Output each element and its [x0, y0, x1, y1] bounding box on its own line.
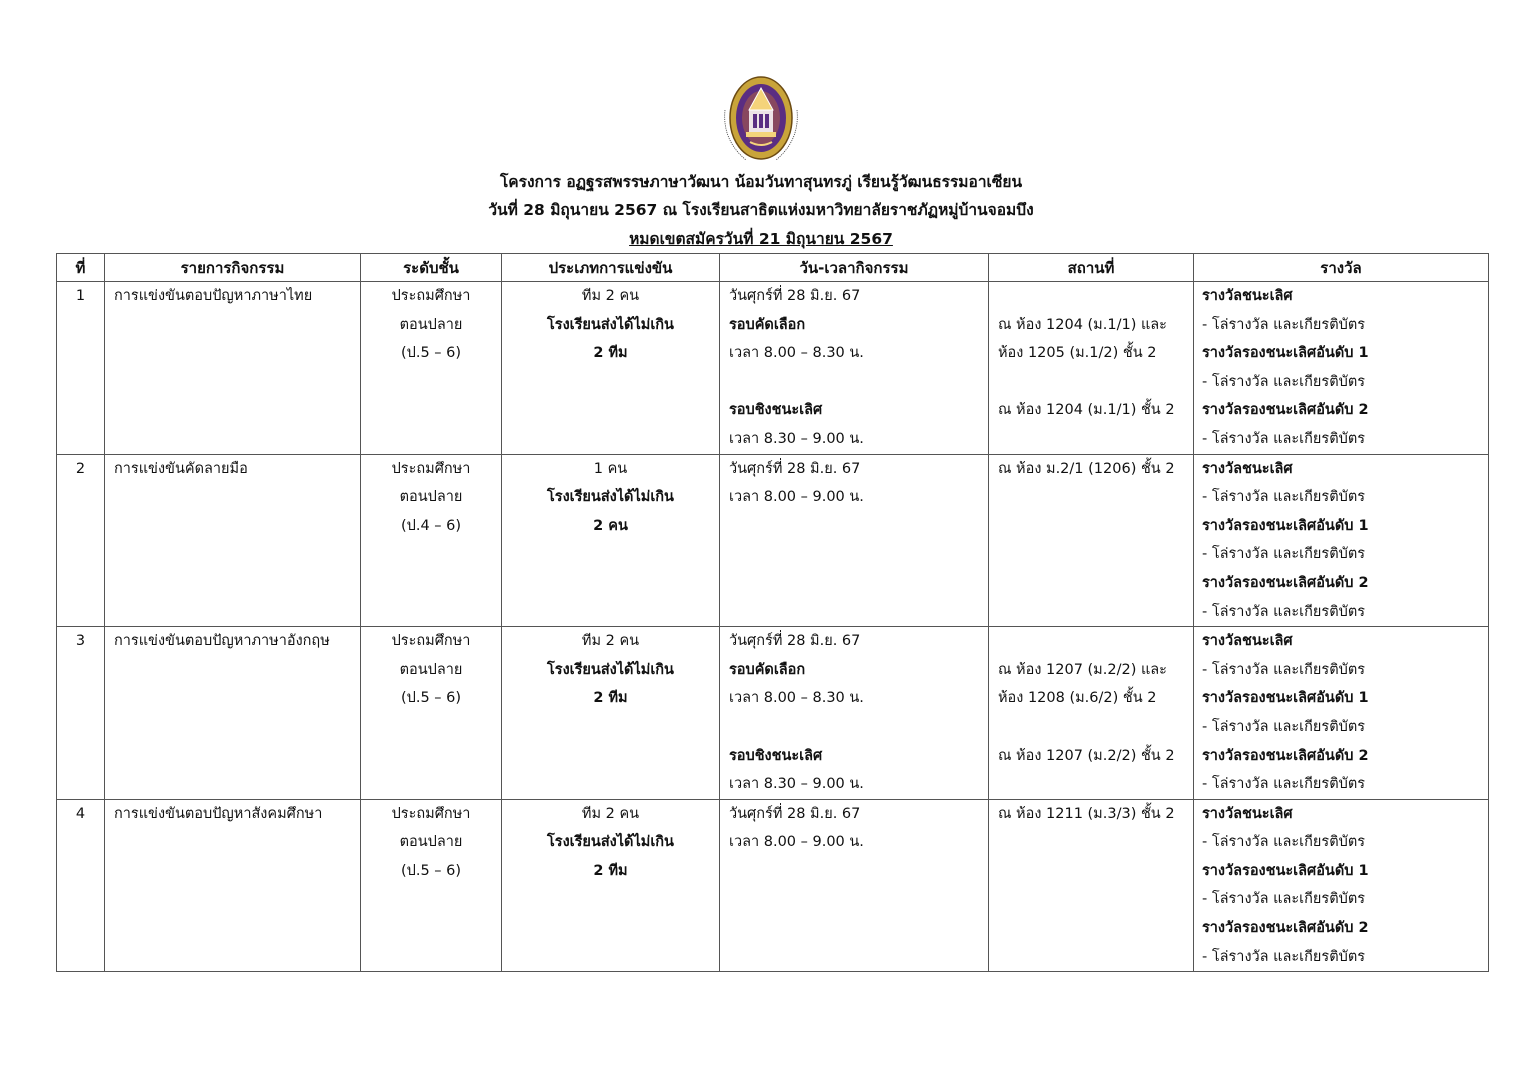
cell-no	[57, 627, 105, 800]
datetime-line	[720, 713, 988, 742]
datetime-line: วันศุกร์ที่ 28 มิ.ย. 67	[729, 805, 861, 822]
datetime-line: เวลา 8.30 – 9.00 น.	[729, 430, 864, 447]
type-line: 2 ทีม	[593, 862, 628, 879]
prize-line: - โล่รางวัล และเกียรติบัตร	[1202, 776, 1366, 793]
venue-line: ห้อง 1208 (ม.6/2) ชั้น 2	[998, 690, 1157, 707]
header-level: ระดับชั้น	[361, 254, 502, 282]
prize-line: รางวัลรองชนะเลิศอันดับ 2	[1202, 574, 1369, 591]
level-line: ตอนปลาย	[399, 316, 463, 333]
prize-line: รางวัลชนะเลิศ	[1202, 288, 1293, 304]
table-row	[57, 627, 1489, 800]
cell-datetime	[720, 799, 989, 972]
type-line: โรงเรียนส่งได้ไม่เกิน	[547, 316, 674, 333]
header-no: ที่	[57, 254, 105, 282]
cell-prize	[1194, 627, 1489, 800]
prize-line: รางวัลรองชนะเลิศอันดับ 2	[1202, 747, 1369, 764]
venue-line: ณ ห้อง 1204 (ม.1/1) ชั้น 2	[998, 402, 1175, 419]
prize-line: - โล่รางวัล และเกียรติบัตร	[1202, 948, 1366, 965]
university-seal-icon	[716, 70, 806, 170]
datetime-line: เวลา 8.00 – 9.00 น.	[729, 834, 864, 851]
datetime-line: เวลา 8.00 – 9.00 น.	[729, 489, 864, 506]
cell-activity	[105, 627, 361, 800]
venue-line	[989, 770, 1193, 799]
datetime-line: รอบชิงชนะเลิศ	[729, 747, 823, 764]
level-line: ประถมศึกษา	[391, 288, 471, 304]
venue-line	[989, 713, 1193, 742]
datetime-line	[720, 368, 988, 397]
cell-level	[361, 799, 502, 972]
prize-line: รางวัลชนะเลิศ	[1202, 633, 1293, 650]
prize-line: - โล่รางวัล และเกียรติบัตร	[1202, 661, 1366, 678]
prize-line: - โล่รางวัล และเกียรติบัตร	[1202, 603, 1366, 620]
activity-name: การแข่งขันตอบปัญหาภาษาอังกฤษ	[114, 633, 330, 650]
row-number: 1	[75, 288, 86, 304]
prize-line: รางวัลรองชนะเลิศอันดับ 1	[1202, 345, 1369, 362]
cell-type	[502, 799, 720, 972]
datetime-line: วันศุกร์ที่ 28 มิ.ย. 67	[729, 288, 861, 304]
table-row	[57, 799, 1489, 972]
type-line: ทีม 2 คน	[581, 805, 640, 822]
cell-prize	[1194, 799, 1489, 972]
level-line: ตอนปลาย	[399, 489, 463, 506]
cell-type	[502, 454, 720, 627]
cell-prize	[1194, 282, 1489, 455]
cell-venue	[989, 799, 1194, 972]
type-line: 2 คน	[593, 517, 628, 534]
cell-type	[502, 627, 720, 800]
venue-line: ณ ห้อง 1207 (ม.2/2) และ	[998, 661, 1167, 678]
prize-line: รางวัลรองชนะเลิศอันดับ 1	[1202, 690, 1369, 707]
type-line: โรงเรียนส่งได้ไม่เกิน	[547, 661, 674, 678]
prize-line: รางวัลชนะเลิศ	[1202, 805, 1293, 822]
cell-venue	[989, 627, 1194, 800]
activity-name: การแข่งขันคัดลายมือ	[114, 460, 248, 477]
cell-level	[361, 627, 502, 800]
venue-line	[989, 425, 1193, 454]
cell-datetime	[720, 627, 989, 800]
prize-line: รางวัลรองชนะเลิศอันดับ 2	[1202, 920, 1369, 937]
row-number: 2	[75, 460, 86, 477]
venue-line	[989, 627, 1193, 656]
row-number: 3	[75, 633, 86, 650]
prize-line: - โล่รางวัล และเกียรติบัตร	[1202, 489, 1366, 506]
venue-line: ณ ห้อง 1204 (ม.1/1) และ	[998, 316, 1167, 333]
venue-line: ณ ห้อง 1211 (ม.3/3) ชั้น 2	[998, 805, 1175, 822]
datetime-line: เวลา 8.00 – 8.30 น.	[729, 345, 864, 362]
cell-datetime	[720, 454, 989, 627]
activity-name: การแข่งขันตอบปัญหาภาษาไทย	[114, 288, 313, 304]
venue-line: ณ ห้อง 1207 (ม.2/2) ชั้น 2	[998, 747, 1175, 764]
type-line: ทีม 2 คน	[581, 633, 640, 650]
level-line: (ป.4 – 6)	[400, 517, 462, 534]
level-line: ตอนปลาย	[399, 661, 463, 678]
header-prize: รางวัล	[1194, 254, 1489, 282]
header-venue: สถานที่	[989, 254, 1194, 282]
level-line: ประถมศึกษา	[391, 460, 471, 477]
type-line: 1 คน	[593, 460, 628, 477]
table-row	[57, 282, 1489, 455]
header-activity: รายการกิจกรรม	[105, 254, 361, 282]
cell-no	[57, 282, 105, 455]
cell-activity	[105, 282, 361, 455]
competition-table	[56, 253, 1489, 972]
type-line: โรงเรียนส่งได้ไม่เกิน	[547, 489, 674, 506]
venue-line: ณ ห้อง ม.2/1 (1206) ชั้น 2	[998, 460, 1175, 477]
project-title: โครงการ อฏฐรสพรรษภาษาวัฒนา น้อมวันทาสุนทรภู่ เรียนรู้วัฒนธรรมอาเซียน	[499, 173, 1023, 191]
registration-deadline: หมดเขตสมัครวันที่ 21 มิถุนายน 2567	[629, 230, 893, 248]
level-line: (ป.5 – 6)	[400, 345, 462, 362]
cell-activity	[105, 454, 361, 627]
cell-prize	[1194, 454, 1489, 627]
prize-line: รางวัลรองชนะเลิศอันดับ 2	[1202, 402, 1369, 419]
venue-line: ห้อง 1205 (ม.1/2) ชั้น 2	[998, 345, 1157, 362]
datetime-line: รอบชิงชนะเลิศ	[729, 402, 823, 419]
header-datetime: วัน-เวลากิจกรรม	[720, 254, 989, 282]
cell-venue	[989, 282, 1194, 455]
activity-name: การแข่งขันตอบปัญหาสังคมศึกษา	[114, 805, 323, 822]
level-line: ตอนปลาย	[399, 834, 463, 851]
level-line: ประถมศึกษา	[391, 805, 471, 822]
venue-line	[989, 282, 1193, 311]
cell-level	[361, 454, 502, 627]
cell-type	[502, 282, 720, 455]
prize-line: - โล่รางวัล และเกียรติบัตร	[1202, 316, 1366, 333]
row-number: 4	[75, 805, 86, 822]
cell-activity	[105, 799, 361, 972]
cell-datetime	[720, 282, 989, 455]
datetime-line: วันศุกร์ที่ 28 มิ.ย. 67	[729, 633, 861, 650]
type-line: ทีม 2 คน	[581, 288, 640, 304]
datetime-line: รอบคัดเลือก	[729, 316, 806, 333]
prize-line: - โล่รางวัล และเกียรติบัตร	[1202, 373, 1366, 390]
prize-line: - โล่รางวัล และเกียรติบัตร	[1202, 891, 1366, 908]
prize-line: - โล่รางวัล และเกียรติบัตร	[1202, 430, 1366, 447]
venue-line	[989, 368, 1193, 397]
cell-no	[57, 799, 105, 972]
prize-line: รางวัลชนะเลิศ	[1202, 460, 1293, 477]
cell-venue	[989, 454, 1194, 627]
datetime-line: วันศุกร์ที่ 28 มิ.ย. 67	[729, 460, 861, 477]
level-line: ประถมศึกษา	[391, 633, 471, 650]
level-line: (ป.5 – 6)	[400, 862, 462, 879]
datetime-line: รอบคัดเลือก	[729, 661, 806, 678]
prize-line: - โล่รางวัล และเกียรติบัตร	[1202, 834, 1366, 851]
prize-line: รางวัลรองชนะเลิศอันดับ 1	[1202, 517, 1369, 534]
prize-line: - โล่รางวัล และเกียรติบัตร	[1202, 718, 1366, 735]
type-line: โรงเรียนส่งได้ไม่เกิน	[547, 834, 674, 851]
type-line: 2 ทีม	[593, 690, 628, 707]
table-row	[57, 454, 1489, 627]
event-date-venue: วันที่ 28 มิถุนายน 2567 ณ โรงเรียนสาธิตแห่งมหาวิทยาลัยราชภัฏหมู่บ้านจอมบึง	[488, 201, 1034, 219]
cell-level	[361, 282, 502, 455]
prize-line: - โล่รางวัล และเกียรติบัตร	[1202, 546, 1366, 563]
header-type: ประเภทการแข่งขัน	[502, 254, 720, 282]
datetime-line: เวลา 8.00 – 8.30 น.	[729, 690, 864, 707]
prize-line: รางวัลรองชนะเลิศอันดับ 1	[1202, 862, 1369, 879]
type-line: 2 ทีม	[593, 345, 628, 362]
cell-no	[57, 454, 105, 627]
table-header-row	[57, 254, 1489, 282]
datetime-line: เวลา 8.30 – 9.00 น.	[729, 776, 864, 793]
level-line: (ป.5 – 6)	[400, 690, 462, 707]
